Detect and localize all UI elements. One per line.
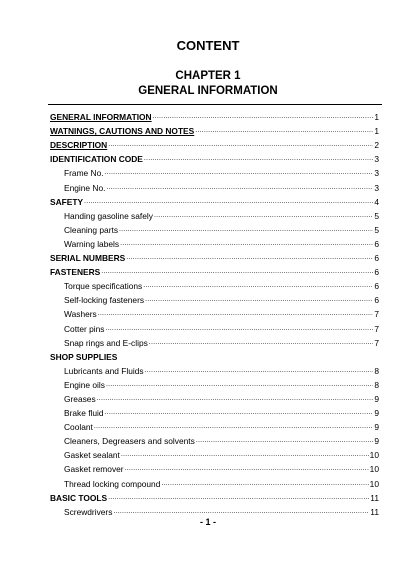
toc-entry-label: SHOP SUPPLIES — [50, 351, 118, 362]
toc-subsection-entry[interactable] — [50, 503, 379, 517]
toc-entry-page-number: 9 — [374, 408, 379, 419]
toc-entry-page-number: 9 — [374, 436, 379, 447]
toc-entry-label: Engine No. — [64, 182, 106, 193]
dot-leader — [154, 209, 373, 221]
toc-entry-label: IDENTIFICATION CODE — [50, 154, 143, 165]
toc-entry-label: Torque specifications — [64, 281, 143, 292]
dot-leader — [108, 138, 373, 150]
toc-entry-page-number: 10 — [369, 464, 379, 475]
chapter-subtitle: GENERAL INFORMATION — [138, 85, 278, 97]
dot-leader — [153, 110, 374, 122]
toc-subsection-entry[interactable] — [50, 432, 379, 446]
toc-entry-label: DESCRIPTION — [50, 140, 108, 151]
toc-entry-label: Greases — [64, 393, 96, 404]
dot-leader — [161, 477, 368, 489]
dot-leader — [143, 279, 373, 291]
toc-subsection-entry[interactable] — [50, 305, 379, 319]
toc-entry-label: WATNINGS, CAUTIONS AND NOTES — [50, 126, 195, 137]
toc-section-entry[interactable] — [50, 122, 379, 136]
dot-leader — [120, 237, 373, 249]
toc-subsection-entry[interactable] — [50, 362, 379, 376]
toc-section-entry[interactable] — [50, 348, 379, 362]
dot-leader — [105, 406, 374, 418]
toc-section-entry[interactable] — [50, 108, 379, 122]
toc-subsection-entry[interactable] — [50, 404, 379, 418]
toc-entry-page-number: 4 — [374, 196, 379, 207]
toc-entry-page-number: 5 — [374, 224, 379, 235]
toc-entry-page-number: 6 — [374, 281, 379, 292]
toc-section-entry[interactable] — [50, 193, 379, 207]
dot-leader — [84, 195, 373, 207]
toc-entry-label: Gasket remover — [64, 464, 124, 475]
toc-subsection-entry[interactable] — [50, 446, 379, 460]
dot-leader — [145, 293, 373, 305]
dot-leader — [101, 265, 373, 277]
toc-entry-page-number: 8 — [374, 379, 379, 390]
toc-subsection-entry[interactable] — [50, 418, 379, 432]
toc-section-entry[interactable] — [50, 150, 379, 164]
dot-leader — [196, 434, 374, 446]
page-title: CONTENT — [176, 38, 240, 53]
dot-leader — [121, 448, 369, 460]
toc-subsection-entry[interactable] — [50, 164, 379, 178]
toc-entry-page-number: 6 — [374, 267, 379, 278]
toc-entry-label: Cotter pins — [64, 323, 105, 334]
dot-leader — [94, 420, 373, 432]
toc-entry-label: Frame No. — [64, 168, 104, 179]
toc-entry-label: Screwdrivers — [64, 506, 113, 517]
toc-subsection-entry[interactable] — [50, 376, 379, 390]
toc-entry-label: Coolant — [64, 422, 93, 433]
toc-entry-label: Cleaners, Degreasers and solvents — [64, 436, 195, 447]
dot-leader — [97, 392, 374, 404]
toc-section-entry[interactable] — [50, 489, 379, 503]
toc-subsection-entry[interactable] — [50, 207, 379, 221]
toc-entry-page-number: 7 — [374, 309, 379, 320]
toc-entry-page-number: 3 — [374, 182, 379, 193]
toc-subsection-entry[interactable] — [50, 221, 379, 235]
toc-entry-label: Gasket sealant — [64, 450, 120, 461]
toc-entry-label: Thread locking compound — [64, 478, 161, 489]
dot-leader — [145, 364, 374, 376]
toc-entry-page-number: 1 — [374, 126, 379, 137]
dot-leader — [119, 223, 373, 235]
toc-subsection-entry[interactable] — [50, 474, 379, 488]
toc-entry-label: FASTENERS — [50, 267, 101, 278]
toc-entry-page-number: 1 — [374, 112, 379, 123]
toc-entry-label: Engine oils — [64, 379, 105, 390]
toc-entry-label: GENERAL INFORMATION — [50, 112, 152, 123]
dot-leader — [149, 336, 374, 348]
table-of-contents — [50, 108, 379, 517]
dot-leader — [98, 307, 374, 319]
dot-leader — [144, 152, 373, 164]
page-number: - 1 - — [199, 517, 216, 527]
toc-entry-label: Lubricants and Fluids — [64, 365, 144, 376]
chapter-heading: CHAPTER 1 — [175, 70, 241, 82]
dot-leader — [108, 491, 369, 503]
dot-leader — [126, 251, 373, 263]
toc-entry-page-number: 9 — [374, 393, 379, 404]
toc-subsection-entry[interactable] — [50, 319, 379, 333]
toc-subsection-entry[interactable] — [50, 291, 379, 305]
toc-section-entry[interactable] — [50, 136, 379, 150]
dot-leader — [106, 181, 373, 193]
toc-entry-page-number: 9 — [374, 422, 379, 433]
toc-entry-label: Cleaning parts — [64, 224, 119, 235]
toc-entry-label: Self-locking fasteners — [64, 295, 145, 306]
toc-entry-label: Handing gasoline safely — [64, 210, 153, 221]
toc-entry-page-number: 3 — [374, 168, 379, 179]
toc-subsection-entry[interactable] — [50, 334, 379, 348]
toc-entry-page-number: 6 — [374, 253, 379, 264]
toc-entry-label: Snap rings and E-clips — [64, 337, 148, 348]
toc-entry-label: Brake fluid — [64, 408, 104, 419]
toc-entry-page-number: 10 — [369, 450, 379, 461]
toc-entry-page-number: 6 — [374, 238, 379, 249]
toc-entry-page-number: 7 — [374, 337, 379, 348]
toc-subsection-entry[interactable] — [50, 178, 379, 192]
toc-entry-page-number: 7 — [374, 323, 379, 334]
toc-entry-label: Warning labels — [64, 238, 120, 249]
dot-leader — [105, 166, 374, 178]
toc-entry-label: SAFETY — [50, 196, 84, 207]
dot-leader — [106, 378, 373, 390]
toc-entry-label: BASIC TOOLS — [50, 492, 108, 503]
divider-rule — [48, 104, 382, 105]
toc-entry-page-number: 10 — [369, 478, 379, 489]
toc-entry-page-number: 5 — [374, 210, 379, 221]
dot-leader — [113, 505, 369, 517]
toc-entry-page-number: 11 — [370, 506, 379, 517]
dot-leader — [106, 322, 374, 334]
dot-leader — [125, 462, 369, 474]
toc-subsection-entry[interactable] — [50, 460, 379, 474]
toc-section-entry[interactable] — [50, 263, 379, 277]
toc-entry-page-number: 2 — [374, 140, 379, 151]
dot-leader — [195, 124, 373, 136]
toc-entry-page-number: 6 — [374, 295, 379, 306]
toc-entry-label: Washers — [64, 309, 97, 320]
toc-subsection-entry[interactable] — [50, 235, 379, 249]
toc-entry-label: SERIAL NUMBERS — [50, 253, 126, 264]
toc-section-entry[interactable] — [50, 249, 379, 263]
toc-subsection-entry[interactable] — [50, 277, 379, 291]
toc-subsection-entry[interactable] — [50, 390, 379, 404]
toc-entry-page-number: 11 — [370, 492, 379, 503]
toc-entry-page-number: 3 — [374, 154, 379, 165]
toc-entry-page-number: 8 — [374, 365, 379, 376]
